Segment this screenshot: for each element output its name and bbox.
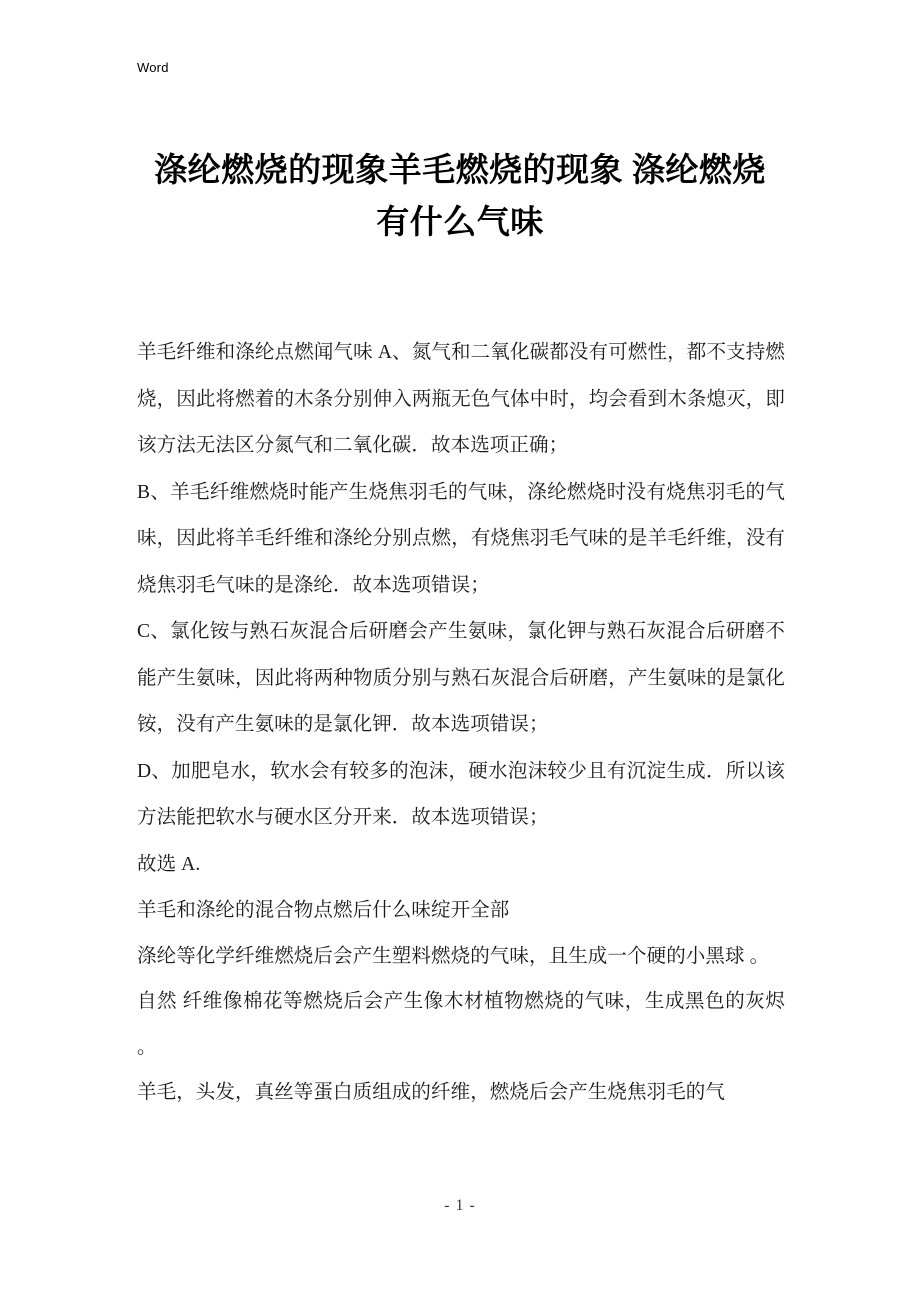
page-title-line-1: 涤纶燃烧的现象羊毛燃烧的现象 涤纶燃烧 (154, 153, 766, 189)
document-body (137, 330, 785, 1116)
paragraph-option-b: B、羊毛纤维燃烧时能产生烧焦羽毛的气味，涤纶燃烧时没有烧焦羽毛的气味，因此将羊毛纤维和涤纶分别点燃，有烧焦羽毛气味的是羊毛纤维，没有烧焦羽毛气味的是涤纶．故本选项错误； (137, 481, 785, 596)
paragraph-protein-fiber: 羊毛，头发，真丝等蛋白质组成的纤维，燃烧后会产生烧焦羽毛的气 (137, 1082, 726, 1103)
page-title (137, 145, 783, 249)
page-title-line-2: 有什么气味 (376, 205, 544, 241)
paragraph-answer: 故选 A. (137, 853, 201, 875)
running-header: Word (137, 60, 169, 75)
paragraph-question-2: 羊毛和涤纶的混合物点燃后什么味绽开全部 (137, 900, 510, 921)
paragraph-option-c: C、氯化铵与熟石灰混合后研磨会产生氨味，氯化钾与熟石灰混合后研磨不能产生氨味，因此将两种物质分别与熟石灰混合后研磨，产生氨味的是氯化铵，没有产生氨味的是氯化钾．故本选项错误； (137, 621, 785, 735)
paragraph-option-d: D、加肥皂水，软水会有较多的泡沫，硬水泡沫较少且有沉淀生成．所以该方法能把软水与硬水区分开来．故本选项错误； (137, 760, 785, 828)
page-number-footer: - 1 - (444, 1197, 476, 1214)
paragraph-intro-option-a: 羊毛纤维和涤纶点燃闻气味 A、氮气和二氧化碳都没有可燃性，都不支持燃烧，因此将燃着的木条分别伸入两瓶无色气体中时，均会看到木条熄灭，即该方法无法区分氮气和二氧化碳．故本选项正确； (137, 342, 785, 456)
paragraph-synthetic-fiber: 涤纶等化学纤维燃烧后会产生塑料燃烧的气味，且生成一个硬的小黑球 。 (137, 945, 770, 967)
paragraph-natural-fiber: 自然 纤维像棉花等燃烧后会产生像木材植物燃烧的气味，生成黑色的灰烬 。 (137, 991, 785, 1058)
